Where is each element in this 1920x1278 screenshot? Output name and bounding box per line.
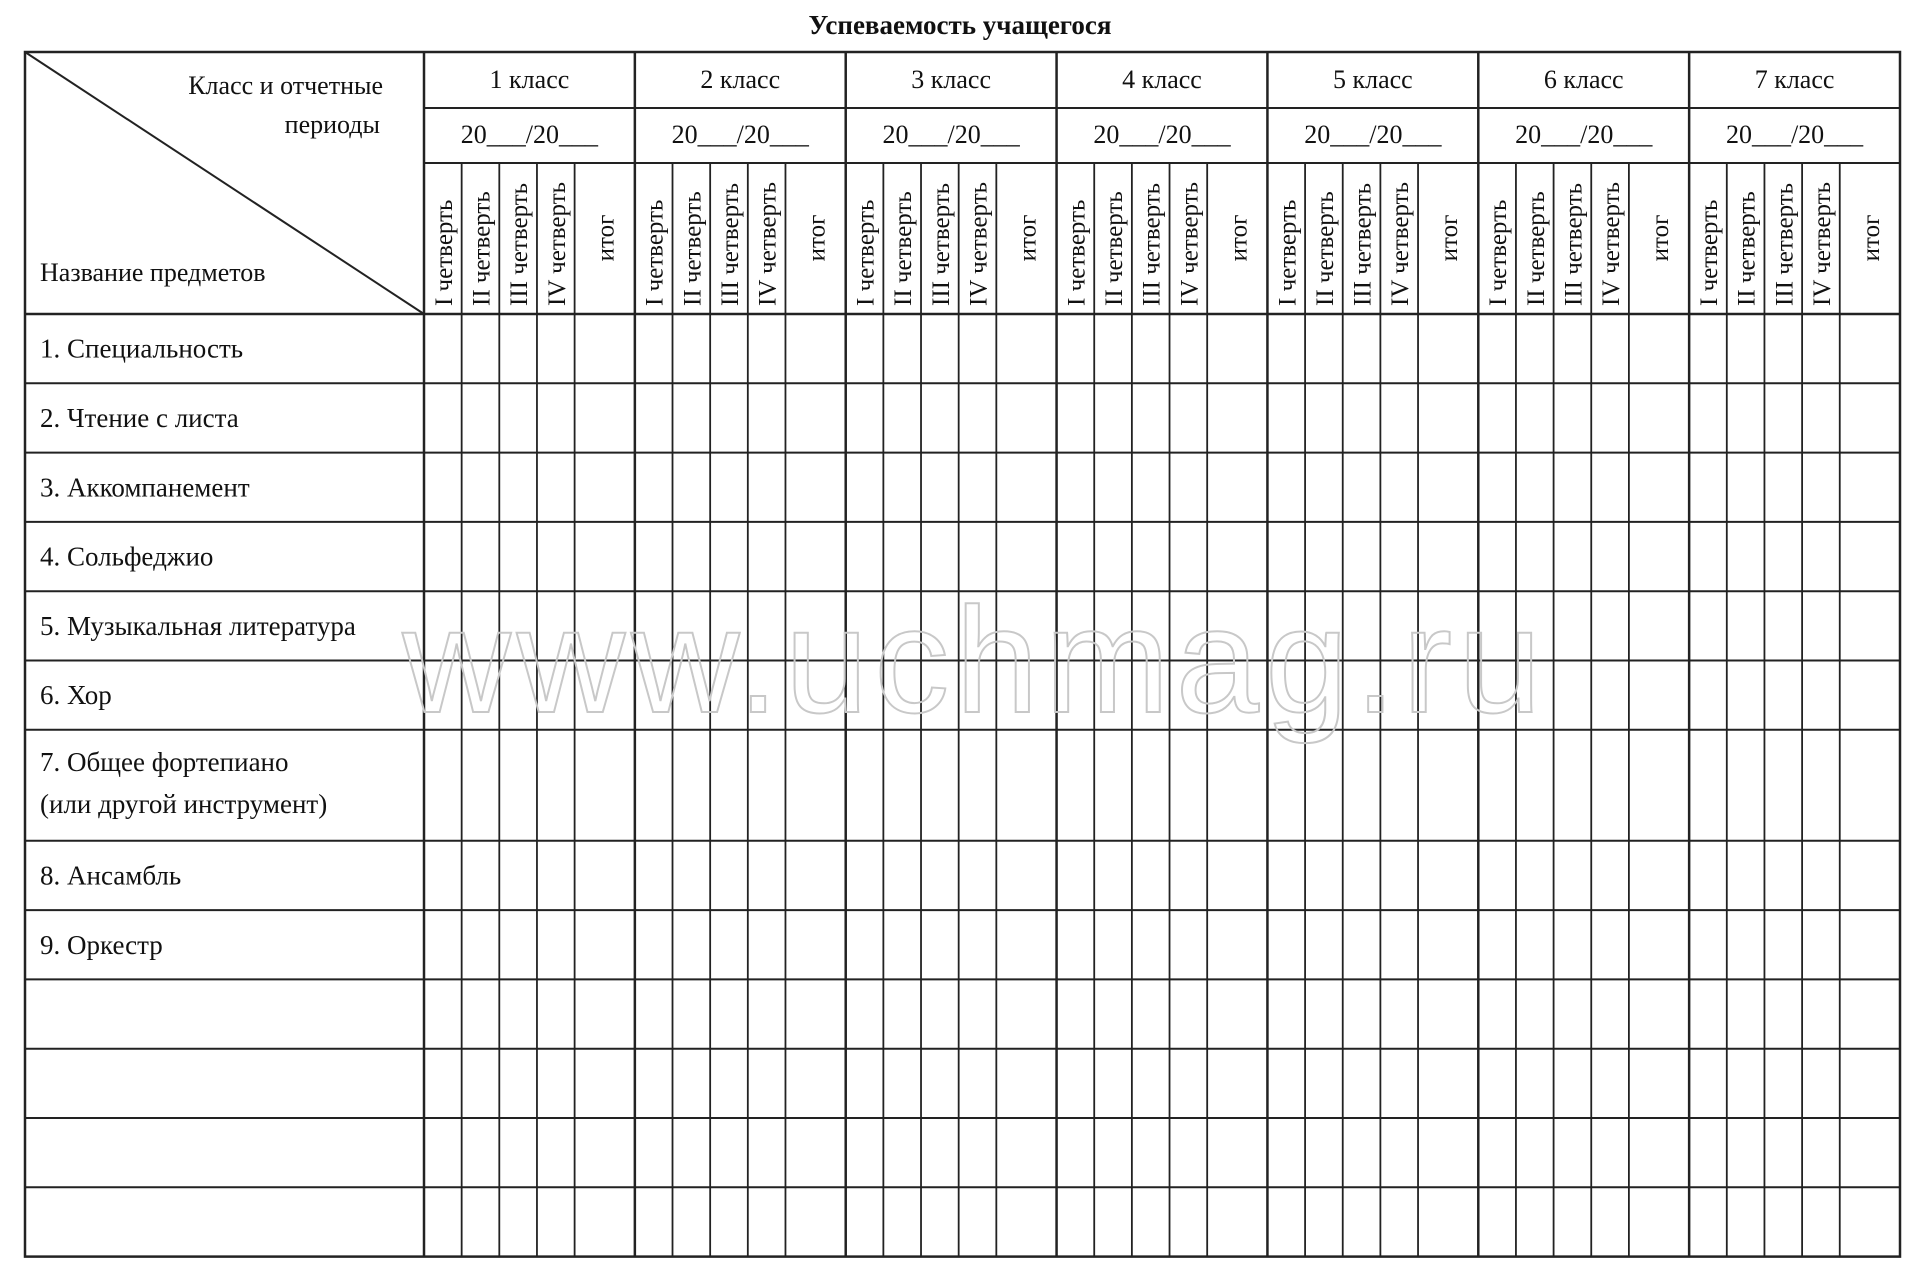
period-label: I четверть [641, 199, 669, 306]
period-label: IV четверть [1598, 181, 1626, 306]
period-label: IV четверть [543, 181, 571, 306]
watermark-text: www.uchmag.ru [402, 576, 1548, 744]
period-label: итог [1225, 214, 1253, 262]
class-label: 3 класс [911, 65, 992, 94]
class-label: 2 класс [700, 65, 781, 94]
subject-name: 2. Чтение с листа [40, 402, 239, 433]
subject-name: 4. Сольфеджио [40, 541, 214, 572]
period-label: I четверть [852, 199, 880, 306]
period-label: итог [1857, 214, 1885, 262]
period-label: II четверть [679, 191, 707, 306]
period-label: итог [803, 214, 831, 262]
subject-name: 6. Хор [40, 680, 112, 711]
period-label: IV четверть [965, 181, 993, 306]
corner-bottom-label: Название предметов [40, 258, 266, 287]
period-label: II четверть [1101, 191, 1129, 306]
period-label: III четверть [506, 182, 534, 306]
period-label: II четверть [1733, 191, 1761, 306]
period-label: I четверть [430, 199, 458, 306]
class-years: 20___/20___ [460, 120, 599, 149]
period-label: IV четверть [1176, 181, 1204, 306]
subject-name: (или другой инструмент) [40, 788, 328, 819]
period-label: II четверть [1522, 191, 1550, 306]
subject-name: 7. Общее фортепиано [40, 746, 289, 777]
period-label: III четверть [927, 182, 955, 306]
period-label: I четверть [1063, 199, 1091, 306]
period-label: I четверть [1485, 199, 1513, 306]
class-years: 20___/20___ [1093, 120, 1231, 149]
period-label: I четверть [1695, 199, 1723, 306]
class-years: 20___/20___ [1515, 120, 1653, 149]
period-label: IV четверть [1387, 181, 1415, 306]
class-label: 5 класс [1332, 65, 1413, 94]
period-label: III четверть [1560, 182, 1588, 306]
period-label: итог [1014, 214, 1042, 262]
period-label: III четверть [1771, 182, 1799, 306]
period-label: IV четверть [754, 181, 782, 306]
period-label: итог [1436, 214, 1464, 262]
period-label: III четверть [1138, 182, 1166, 306]
period-label: итог [1647, 214, 1675, 262]
period-label: I четверть [1274, 199, 1302, 306]
corner-top-label: периоды [284, 110, 380, 139]
period-label: II четверть [468, 191, 496, 306]
class-label: 1 класс [489, 65, 570, 94]
class-label: 6 класс [1543, 65, 1624, 94]
period-label: II четверть [1311, 191, 1339, 306]
class-label: 7 класс [1754, 65, 1835, 94]
period-label: III четверть [1349, 182, 1377, 306]
class-label: 4 класс [1122, 65, 1202, 94]
period-label: III четверть [716, 182, 744, 306]
class-years: 20___/20___ [1304, 120, 1442, 149]
class-years: 20___/20___ [882, 120, 1020, 149]
subject-name: 3. Аккомпанемент [40, 472, 250, 503]
class-years: 20___/20___ [671, 120, 809, 149]
subject-name: 9. Оркестр [40, 929, 163, 960]
subject-name: 8. Ансамбль [40, 860, 182, 891]
corner-top-label: Класс и отчетные [188, 71, 383, 100]
class-years: 20___/20___ [1725, 120, 1864, 149]
subject-name: 1. Специальность [40, 333, 244, 364]
subject-name: 5. Музыкальная литература [40, 610, 356, 641]
page-title: Успеваемость учащегося [808, 10, 1112, 40]
period-label: итог [592, 214, 620, 262]
period-label: IV четверть [1808, 181, 1836, 306]
period-label: II четверть [890, 191, 918, 306]
